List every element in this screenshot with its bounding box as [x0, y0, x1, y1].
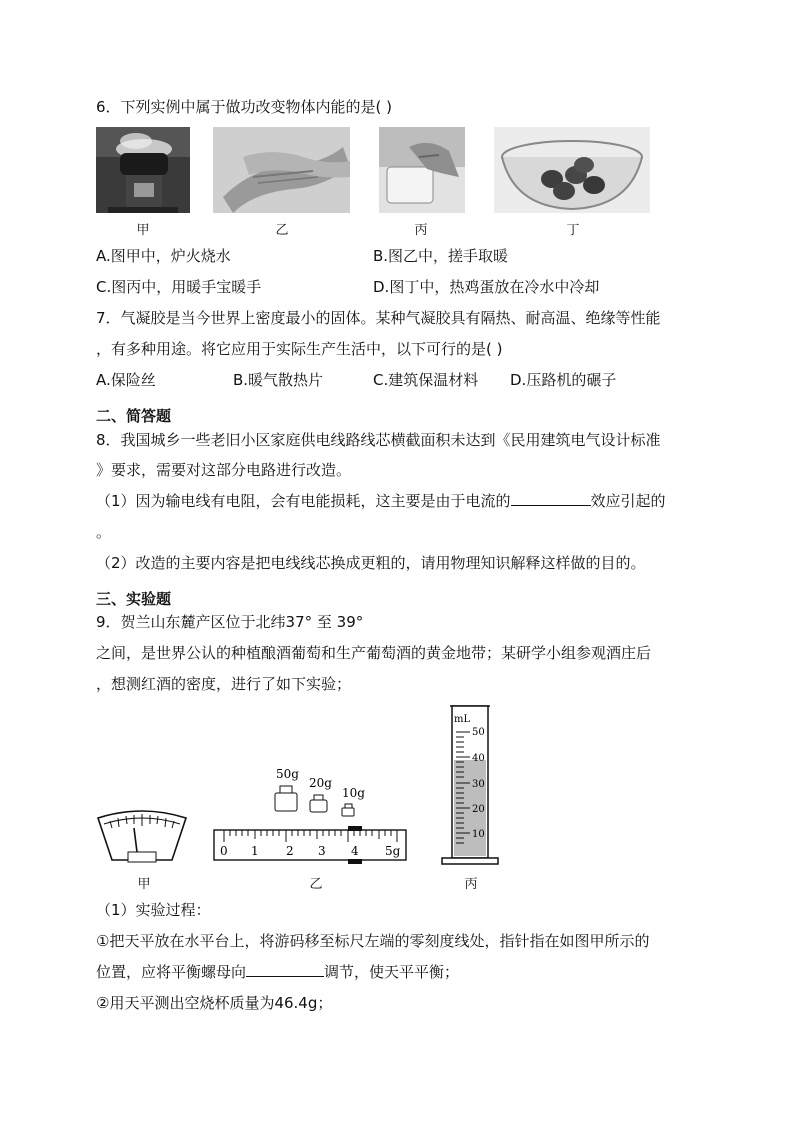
cylinder-label-50: 50 [472, 727, 485, 738]
rider-bottom [348, 859, 362, 864]
ruler-label-2: 2 [286, 844, 294, 858]
section-heading-experiment: 三、实验题 [96, 590, 172, 608]
fig-caption-jia: 甲 [137, 877, 151, 892]
q9-text-line1: 9．贺兰山东麓产区位于北纬37° 至 39° [96, 613, 364, 631]
q9-step2: ②用天平测出空烧杯质量为46.4g； [96, 994, 333, 1012]
cylinder-label-30: 30 [472, 779, 485, 790]
q6-option-c[interactable]: C.图丙中，用暖手宝暖手 [96, 278, 262, 296]
q9-text-line3: ，想测红酒的密度，进行了如下实验； [96, 675, 352, 693]
q8-part2: （2）改造的主要内容是把电线线芯换成更粗的，请用物理知识解释这样做的目的。 [96, 554, 646, 572]
q8-blank-answer[interactable] [511, 491, 591, 506]
weights-diagram [275, 767, 365, 816]
cylinder-unit: mL [454, 714, 471, 725]
photo-rubbing-hands [213, 127, 350, 213]
caption-yi: 乙 [275, 223, 289, 238]
q6-option-b[interactable]: B.图乙中，搓手取暖 [373, 247, 509, 265]
q9-step1-after: 调节，使天平平衡； [324, 963, 460, 981]
cylinder-label-20: 20 [472, 804, 485, 815]
fig-caption-yi: 乙 [309, 877, 323, 892]
q8-part1 [96, 491, 666, 511]
balance-dial-diagram [98, 811, 186, 862]
ruler-label-1: 1 [251, 844, 259, 858]
q7-option-b[interactable]: B.暖气散热片 [233, 371, 324, 389]
rider-top [348, 826, 362, 831]
fig-caption-bing: 丙 [464, 877, 478, 892]
q9-figure [90, 700, 510, 895]
ruler-label-0: 0 [220, 844, 228, 858]
q9-step1-line1: ①把天平放在水平台上，将游码移至标尺左端的零刻度线处，指针指在如图甲所示的 [96, 932, 650, 950]
rider-scale-ruler [214, 826, 406, 864]
weight-label-10g: 10g [342, 786, 365, 800]
q9-step-title: （1）实验过程： [96, 901, 211, 919]
section-heading-short-answer: 二、简答题 [96, 407, 172, 425]
q6-option-d[interactable]: D.图丁中，热鸡蛋放在冷水中冷却 [373, 278, 600, 296]
q9-text-line2: 之间，是世界公认的种植酿酒葡萄和生产葡萄酒的黄金地带；某研学小组参观酒庄后 [96, 644, 652, 662]
ruler-label-4: 4 [351, 844, 359, 858]
photo-boiling-water [96, 127, 190, 213]
q8-text-line2: 》要求，需要对这部分电路进行改造。 [96, 461, 352, 479]
q9-step1-line2 [96, 962, 459, 982]
cylinder-label-10: 10 [472, 829, 485, 840]
q9-blank-direction[interactable] [246, 962, 324, 977]
caption-jia: 甲 [136, 223, 150, 238]
q8-part1-end: 。 [96, 523, 112, 541]
weight-label-50g: 50g [276, 767, 299, 781]
q8-text-line1: 8．我国城乡一些老旧小区家庭供电线路线芯横截面积未达到《民用建筑电气设计标准 [96, 431, 661, 449]
cylinder-label-40: 40 [472, 753, 485, 764]
graduated-cylinder [442, 706, 498, 864]
q7-option-a[interactable]: A.保险丝 [96, 371, 156, 389]
q7-option-c[interactable]: C.建筑保温材料 [373, 371, 479, 389]
weight-label-20g: 20g [309, 776, 332, 790]
q7-text-line1: 7．气凝胶是当今世界上密度最小的固体。某种气凝胶具有隔热、耐高温、绝缘等性能 [96, 309, 661, 327]
q8-part1-before: （1）因为输电线有电阻，会有电能损耗，这主要是由于电流的 [96, 492, 511, 510]
ruler-label-5g: 5g [385, 844, 401, 858]
caption-ding: 丁 [566, 223, 580, 238]
q7-text-line2: ，有多种用途。将它应用于实际生产生活中，以下可行的是( ) [96, 340, 503, 358]
q6-question: 6．下列实例中属于做功改变物体内能的是( ) [96, 98, 393, 116]
q8-part1-after: 效应引起的 [590, 492, 666, 510]
photo-eggs-in-water [494, 127, 650, 213]
ruler-label-3: 3 [318, 844, 326, 858]
q6-option-a[interactable]: A.图甲中，炉火烧水 [96, 247, 231, 265]
photo-hand-warmer [379, 127, 465, 213]
q9-step1-before: 位置，应将平衡螺母向 [96, 963, 247, 981]
caption-bing: 丙 [414, 223, 428, 238]
q7-option-d[interactable]: D.压路机的碾子 [510, 371, 617, 389]
